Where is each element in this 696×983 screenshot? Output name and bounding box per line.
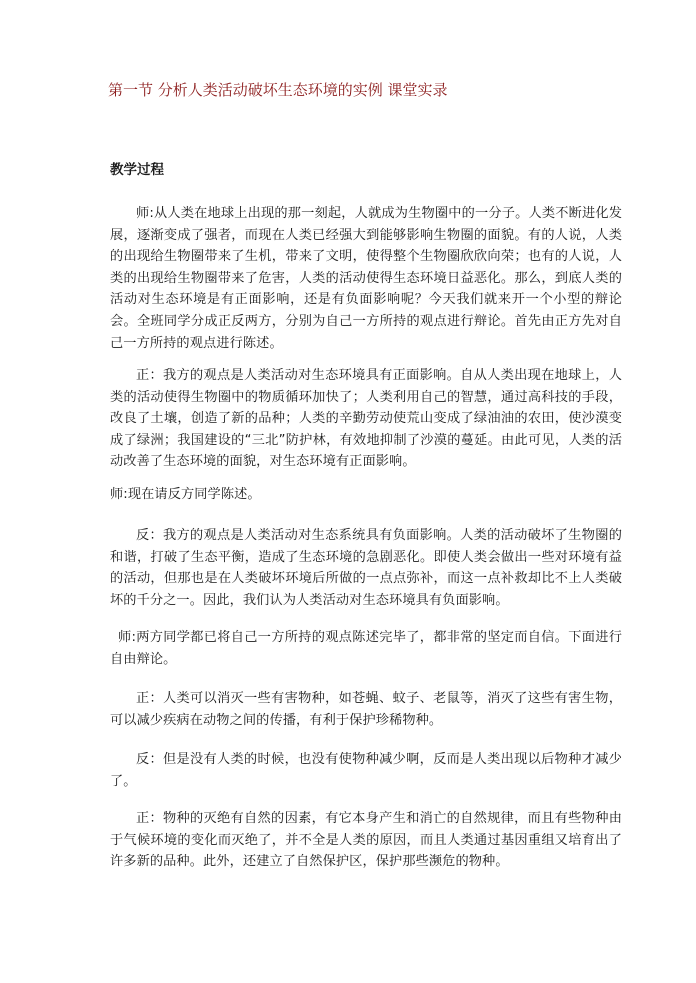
paragraph-teacher-prompt: 师:现在请反方同学陈述。 (110, 487, 261, 502)
document-title: 第一节 分析人类活动破坏生态环境的实例 课堂实录 (108, 81, 448, 99)
paragraph-affirmative-closing: 正：物种的灭绝有自然的因素，有它本身产生和消亡的自然规律，而且有些物种由于气候环境的变化而灭绝了，并不全是人类的原因，而且人类通过基因重组又培育出了许多新的品种。此外，还建立了自然保护区，保护那些濒危的物种。 (110, 811, 622, 870)
paragraph-affirmative-rebuttal: 正：人类可以消灭一些有害物种，如苍蝇、蚊子、老鼠等，消灭了这些有害生物，可以减少疾病在动物之间的传播，有利于保护珍稀物种。 (110, 691, 622, 728)
paragraph-negative-rebuttal: 反：但是没有人类的时候，也没有使物种减少啊，反而是人类出现以后物种才减少了。 (110, 752, 622, 789)
section-heading: 教学过程 (110, 162, 164, 178)
paragraph-negative-statement: 反：我方的观点是人类活动对生态系统具有负面影响。人类的活动破坏了生物圈的和谐，打破了生态平衡，造成了生态环境的急剧恶化。即使人类会做出一些对环境有益的活动，但那也是在人类破坏环境后所做的一点点弥补，而这一点补救却比不上人类破坏的千分之一。因此，我们认为人类活动对生态环境具有负面影响。 (110, 528, 622, 608)
paragraph-intro: 师:从人类在地球上出现的那一刻起，人就成为生物圈中的一分子。人类不断进化发展，逐渐变成了强者，而现在人类已经强大到能够影响生物圈的面貌。有的人说，人类的出现给生物圈带来了生机，带来了文明，使得整个生物圈欣欣向荣；也有的人说，人类的出现给生物圈带来了危害，人类的活动使得生态环境日益恶化。那么，到底人类的活动对生态环境是有正面影响，还是有负面影响呢？今天我们就来开一个小型的辩论会。全班同学分成正反两方，分别为自己一方所持的观点进行辩论。首先由正方先对自己一方所持的观点进行陈述。 (110, 206, 622, 351)
paragraph-affirmative-statement: 正：我方的观点是人类活动对生态环境具有正面影响。自从人类出现在地球上，人类的活动使得生物圈中的物质循环加快了；人类利用自己的智慧，通过高科技的手段，改良了土壤，创造了新的品种；人类的辛勤劳动使荒山变成了绿油油的农田，使沙漠变成了绿洲；我国建设的“三北”防护林，有效地抑制了沙漠的蔓延。由此可见，人类的活动改善了生态环境的面貌，对生态环境有正面影响。 (110, 368, 622, 470)
paragraph-free-debate: 师:两方同学都已将自己一方所持的观点陈述完毕了，都非常的坚定而自信。下面进行自由辩论。 (110, 630, 622, 667)
